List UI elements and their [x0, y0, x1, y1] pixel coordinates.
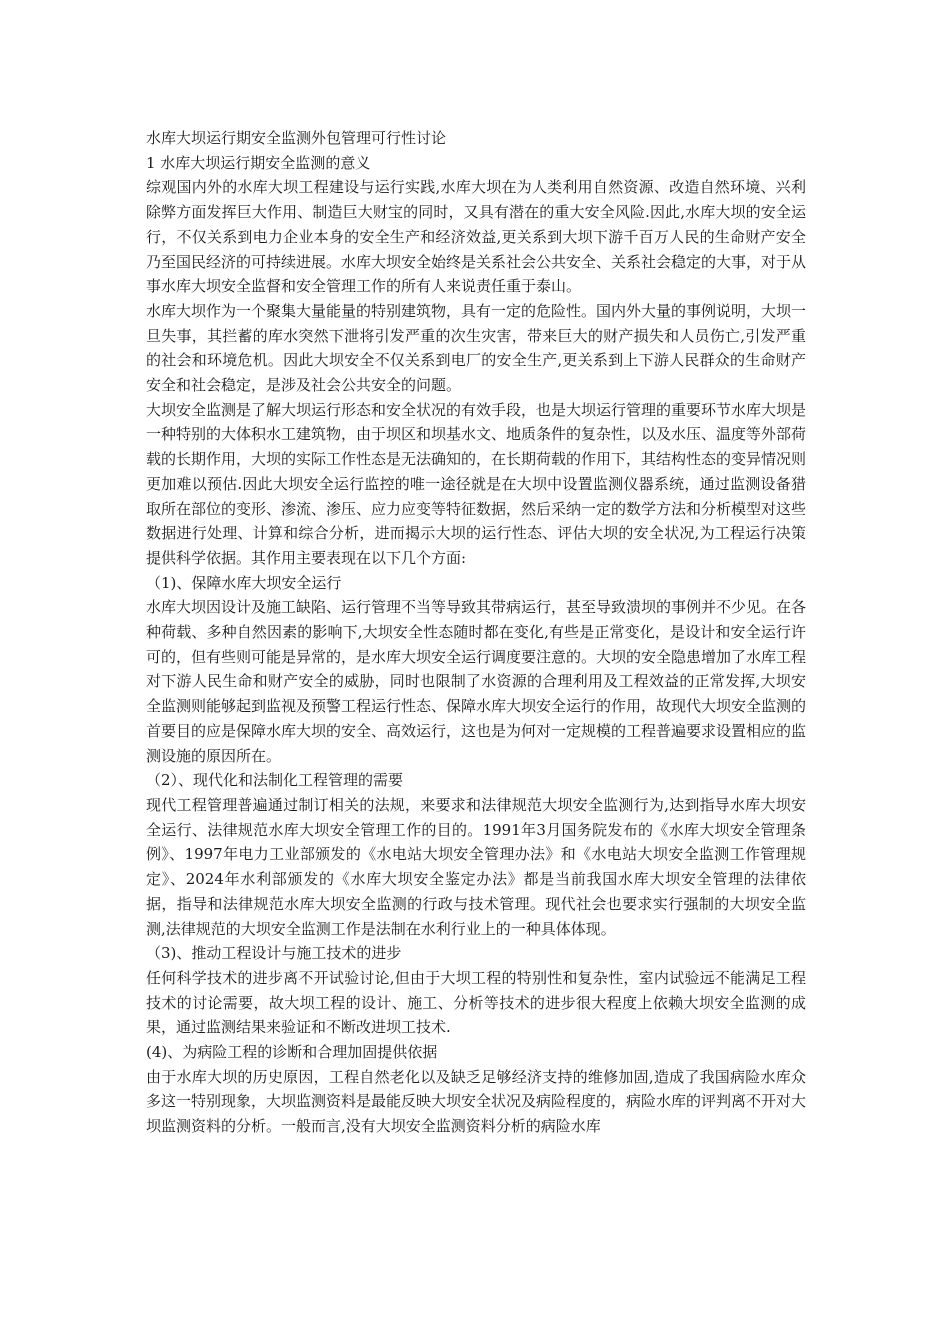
subsection-heading: （1)、保障水库大坝安全运行: [146, 573, 342, 592]
section-heading: 1 水库大坝运行期安全监测的意义: [146, 153, 371, 172]
paragraph: 由于水库大坝的历史原因，工程自然老化以及缺乏足够经济支持的维修加固,造成了我国病险水库众多这一特别现象，大坝监测资料是最能反映大坝安全状况及病险程度的，病险水库的评判离不开对大坝监测资料的分析。一般而言,没有大坝安全监测资料分析的病险水库: [146, 1067, 807, 1136]
subsection-heading: （3)、推动工程设计与施工技术的进步: [146, 944, 402, 963]
subsection-heading: （2）、现代化和法制化工程管理的需要: [146, 771, 404, 790]
paragraph: 任何科学技术的进步离不开试验讨论,但由于大坝工程的特别性和复杂性，室内试验远不能满足工程技术的讨论需要，故大坝工程的设计、施工、分析等技术的进步很大程度上依赖大坝安全监测的成果，通过监测结果来验证和不断改进坝工技术.: [146, 968, 806, 1037]
subsection-heading: (4)、为病险工程的诊断和合理加固提供依据: [146, 1043, 438, 1062]
paragraph: 大坝安全监测是了解大坝运行形态和安全状况的有效手段，也是大坝运行管理的重要环节水库大坝是一种特别的大体积水工建筑物，由于坝区和坝基水文、地质条件的复杂性，以及水压、温度等外部荷载的长期作用，大坝的实际工作性态是无法确知的，在长期荷载的作用下，其结构性态的变异情况则更加难以预估.因此大坝安全运行监控的唯一途径就是在大坝中设置监测仪器系统，通过监测设备猎取所在部位的变形、渗流、渗压、应力应变等特征数据，然后采纳一定的数学方法和分析模型对这些数据进行处理、计算和综合分析，进而揭示大坝的运行性态、评估大坝的安全状况,为工程运行决策提供科学依据。其作用主要表现在以下几个方面:: [146, 400, 807, 567]
document-page: [146, 126, 806, 1139]
paragraph: 现代工程管理普遍通过制订相关的法规，来要求和法律规范大坝安全监测行为,达到指导水库大坝安全运行、法律规范水库大坝安全管理工作的目的。1991年3月国务院发布的《水库大坝安全管理条例》、1997年电力工业部颁发的《水电站大坝安全管理办法》和《水电站大坝安全监测工作管理规定》、2024年水利部颁发的《水库大坝安全鉴定办法》都是当前我国水库大坝安全管理的法律依据，指导和法律规范水库大坝安全监测的行政与技术管理。现代社会也要求实行强制的大坝安全监测,法律规范的大坝安全监测工作是法制在水利行业上的一种具体体现。: [146, 795, 806, 938]
paragraph: 综观国内外的水库大坝工程建设与运行实践,水库大坝在为人类利用自然资源、改造自然环境、兴利除弊方面发挥巨大作用、制造巨大财宝的同时，又具有潜在的重大安全风险.因此,水库大坝的安全运行，不仅关系到电力企业本身的安全生产和经济效益,更关系到大坝下游千百万人民的生命财产安全乃至国民经济的可持续进展。水库大坝安全始终是关系社会公共安全、关系社会稳定的大事，对于从事水库大坝安全监督和安全管理工作的所有人来说责任重于泰山。: [146, 178, 807, 296]
paragraph: 水库大坝因设计及施工缺陷、运行管理不当等导致其带病运行，甚至导致溃坝的事例并不少见。在各种荷载、多种自然因素的影响下,大坝安全性态随时都在变化,有些是正常变化，是设计和安全运行许可的，但有些则可能是异常的，是水库大坝安全运行调度要注意的。大坝的安全隐患增加了水库工程对下游人民生命和财产安全的威胁，同时也限制了水资源的合理利用及工程效益的正常发挥,大坝安全监测则能够起到监视及预警工程运行性态、保障水库大坝安全运行的作用，故现代大坝安全监测的首要目的应是保障水库大坝的安全、高效运行，这也是为何对一定规模的工程普遍要求设置相应的监测设施的原因所在。: [146, 598, 807, 765]
paragraph: 水库大坝作为一个聚集大量能量的特别建筑物，具有一定的危险性。国内外大量的事例说明，大坝一旦失事，其拦蓄的库水突然下泄将引发严重的次生灾害，带来巨大的财产损失和人员伤亡,引发严重的社会和环境危机。因此大坝安全不仅关系到电厂的安全生产,更关系到上下游人民群众的生命财产安全和社会稳定，是涉及社会公共安全的问题。: [146, 301, 807, 395]
document-title: 水库大坝运行期安全监测外包管理可行性讨论: [146, 129, 447, 147]
